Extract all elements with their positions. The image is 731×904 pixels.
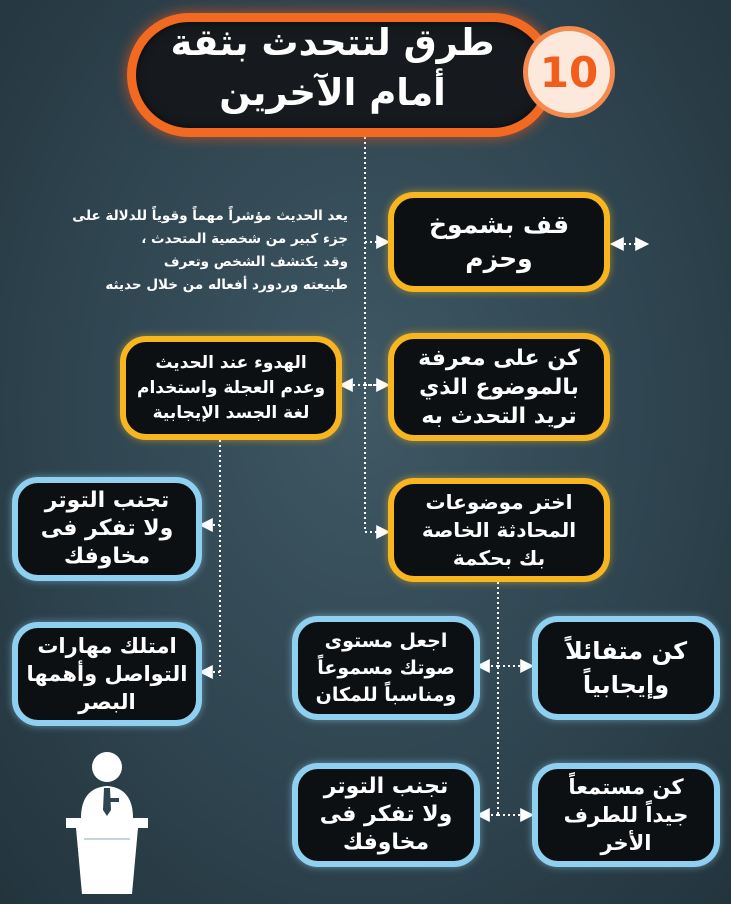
page-title: [155, 18, 510, 118]
box-voice-level: [292, 616, 480, 720]
title-line-2: أمام الآخرين: [219, 71, 446, 114]
box-calm-line-2: وعدم العجلة واستخدام: [137, 377, 326, 398]
box-calm-line-1: الهدوء عند الحديث: [155, 352, 307, 373]
box-voice-line-2: صوتك مسموعاً: [317, 656, 455, 679]
box-listener-line-1: كن مستمعاً: [568, 775, 684, 799]
box-voice-line-3: ومناسباً للمكان: [315, 683, 457, 706]
box-stand-tall: [388, 192, 610, 292]
box-tension1-line-2: ولا تفكر فى: [40, 516, 174, 541]
number-badge: 10: [523, 26, 615, 118]
box-calm-line-3: لغة الجسد الإيجابية: [152, 402, 310, 423]
speaker-podium-icon: [64, 748, 150, 896]
box-listener-line-2: جيداً للطرف: [563, 803, 689, 827]
box-stand-line-2: وحزم: [465, 244, 533, 273]
box-choose-topics: [388, 478, 610, 582]
box-stand-line-1: قف بشموخ: [428, 210, 570, 239]
box-know-line-3: تريد التحدث به: [421, 403, 577, 429]
box-know-line-1: كن على معرفة: [418, 345, 580, 371]
box-optimistic-line-2: وإيجابياً: [582, 671, 670, 699]
box-voice-line-1: اجعل مستوى: [324, 629, 448, 652]
box-skills-line-1: امتلك مهارات: [37, 634, 177, 658]
intro-paragraph: [36, 205, 348, 297]
box-tension2-line-3: مخاوفك: [342, 830, 430, 855]
box-tension2-line-2: ولا تفكر فى: [319, 802, 453, 827]
box-know-line-2: بالموضوع الذي: [419, 374, 579, 400]
box-skills-line-3: البصر: [78, 690, 136, 714]
box-topics-line-3: بك بحكمة: [452, 546, 546, 570]
intro-line-2: جزء كبير من شخصية المتحدث ،: [141, 231, 348, 247]
box-listener-line-3: الأخر: [600, 831, 652, 855]
box-topics-line-1: اختر موضوعات: [425, 490, 573, 514]
box-communication-skills: [12, 622, 202, 726]
box-good-listener: [532, 763, 720, 867]
box-be-optimistic: [532, 616, 720, 720]
box-avoid-tension-1: [12, 477, 202, 581]
title-line-1: طرق لتتحدث بثقة: [170, 21, 495, 64]
box-avoid-tension-2: [292, 763, 480, 867]
intro-line-4: طبيعته وردورد أفعاله من خلال حديثه: [105, 277, 348, 293]
box-calm-speech: [120, 336, 342, 440]
box-topics-line-2: المحادثة الخاصة: [421, 518, 577, 542]
box-know-topic: [388, 333, 610, 441]
box-tension1-line-3: مخاوفك: [63, 544, 151, 569]
box-tension2-line-1: تجنب التوتر: [323, 774, 449, 799]
box-skills-line-2: التواصل وأهمها: [26, 662, 188, 686]
box-tension1-line-1: تجنب التوتر: [44, 488, 170, 513]
intro-line-3: وقد يكتشف الشخص وتعرف: [163, 254, 348, 270]
box-optimistic-line-1: كن متفائلاً: [564, 637, 688, 665]
intro-line-1: يعد الحديث مؤشراً مهماً وقوياً للدلالة على: [72, 208, 348, 224]
